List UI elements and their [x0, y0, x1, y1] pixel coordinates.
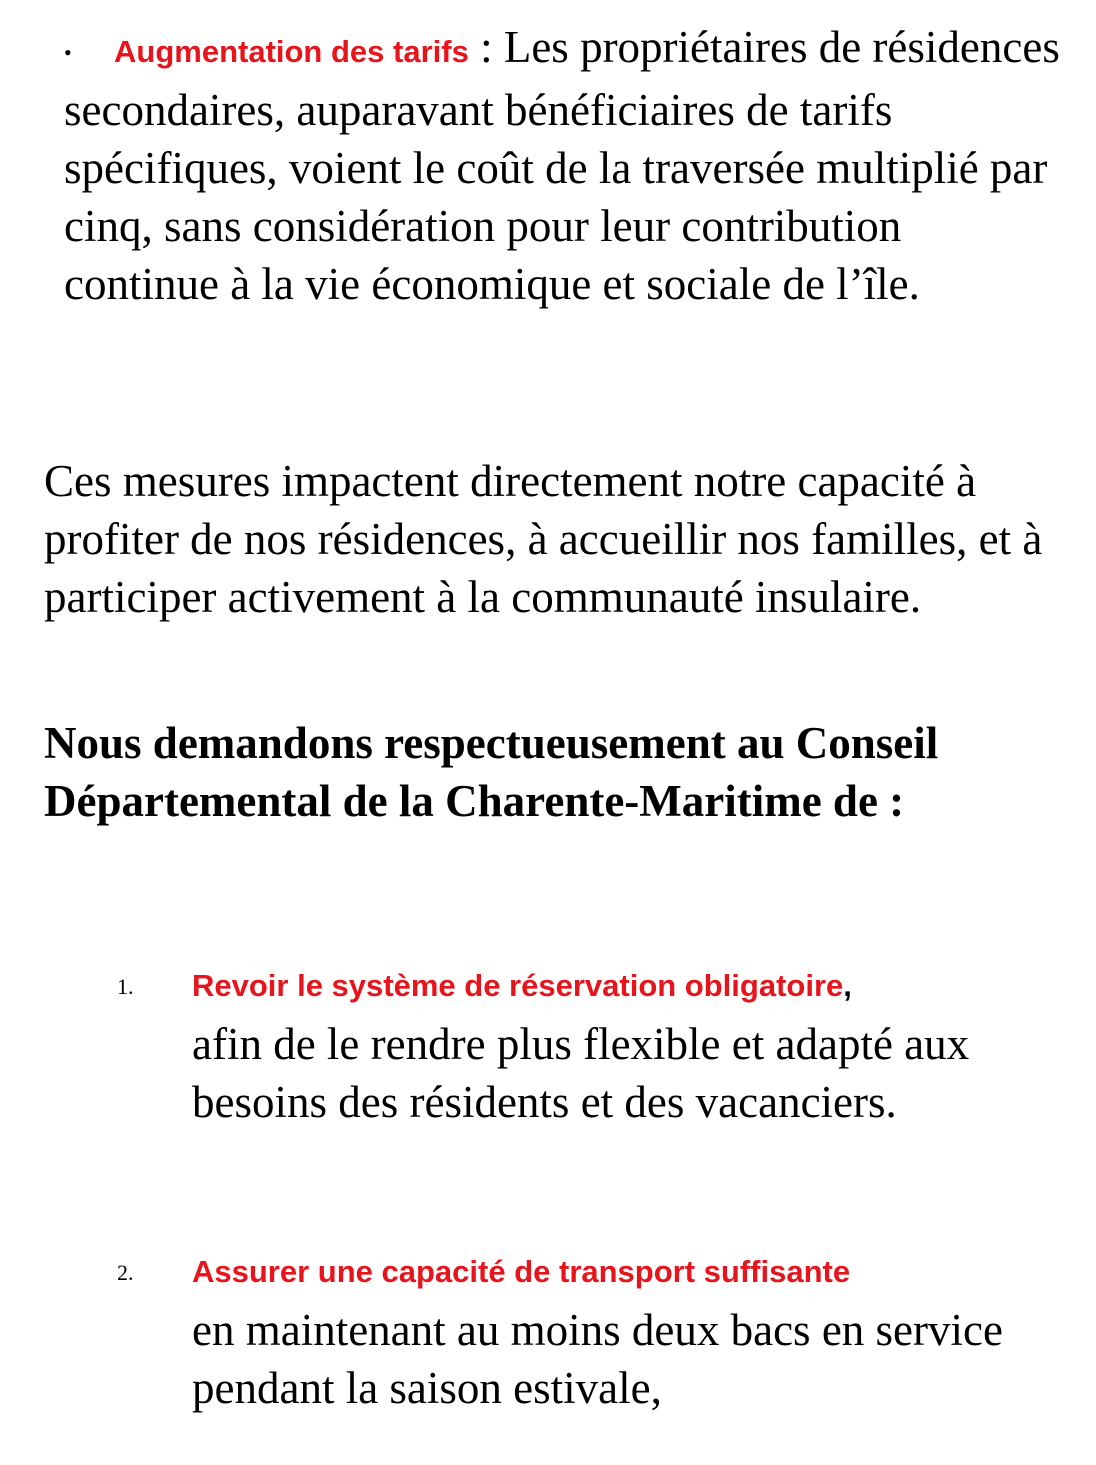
bullet-separator: :: [468, 22, 504, 72]
list-number: 1.: [117, 974, 134, 999]
list-item-body: [192, 1238, 1072, 1417]
list-item-body: [192, 952, 1072, 1131]
list-item-punct: ,: [843, 968, 852, 1003]
list-number: 2.: [117, 1260, 134, 1285]
list-item-heading: Revoir le système de réservation obligatoire: [192, 968, 844, 1003]
list-item-text: afin de le rendre plus flexible et adapté aux besoins des résidents et des vacanciers.: [192, 1019, 970, 1127]
list-item-text: en maintenant au moins deux bacs en service pendant la saison estivale,: [192, 1305, 1003, 1413]
bullet-paragraph: [64, 18, 1064, 313]
list-item-heading: Assurer une capacité de transport suffisante: [192, 1254, 851, 1289]
bullet-heading: Augmentation des tarifs: [114, 34, 469, 69]
bullet-text: Les propriétaires de résidences secondaires, auparavant bénéficiaires de tarifs spécifiques, voient le coût de la traversée multiplié par cinq, sans considération pour leur contribution continue à la vie économique et sociale de l’île.: [64, 22, 1060, 309]
impact-paragraph: Ces mesures impactent directement notre capacité à profiter de nos résidences, à accueillir nos familles, et à participer activement à la communauté insulaire.: [44, 456, 1043, 622]
bullet-item-tarifs: [64, 18, 1064, 313]
bullet-marker: •: [64, 40, 72, 65]
request-heading: Nous demandons respectueusement au Conseil Départemental de la Charente-Maritime de :: [44, 718, 939, 826]
